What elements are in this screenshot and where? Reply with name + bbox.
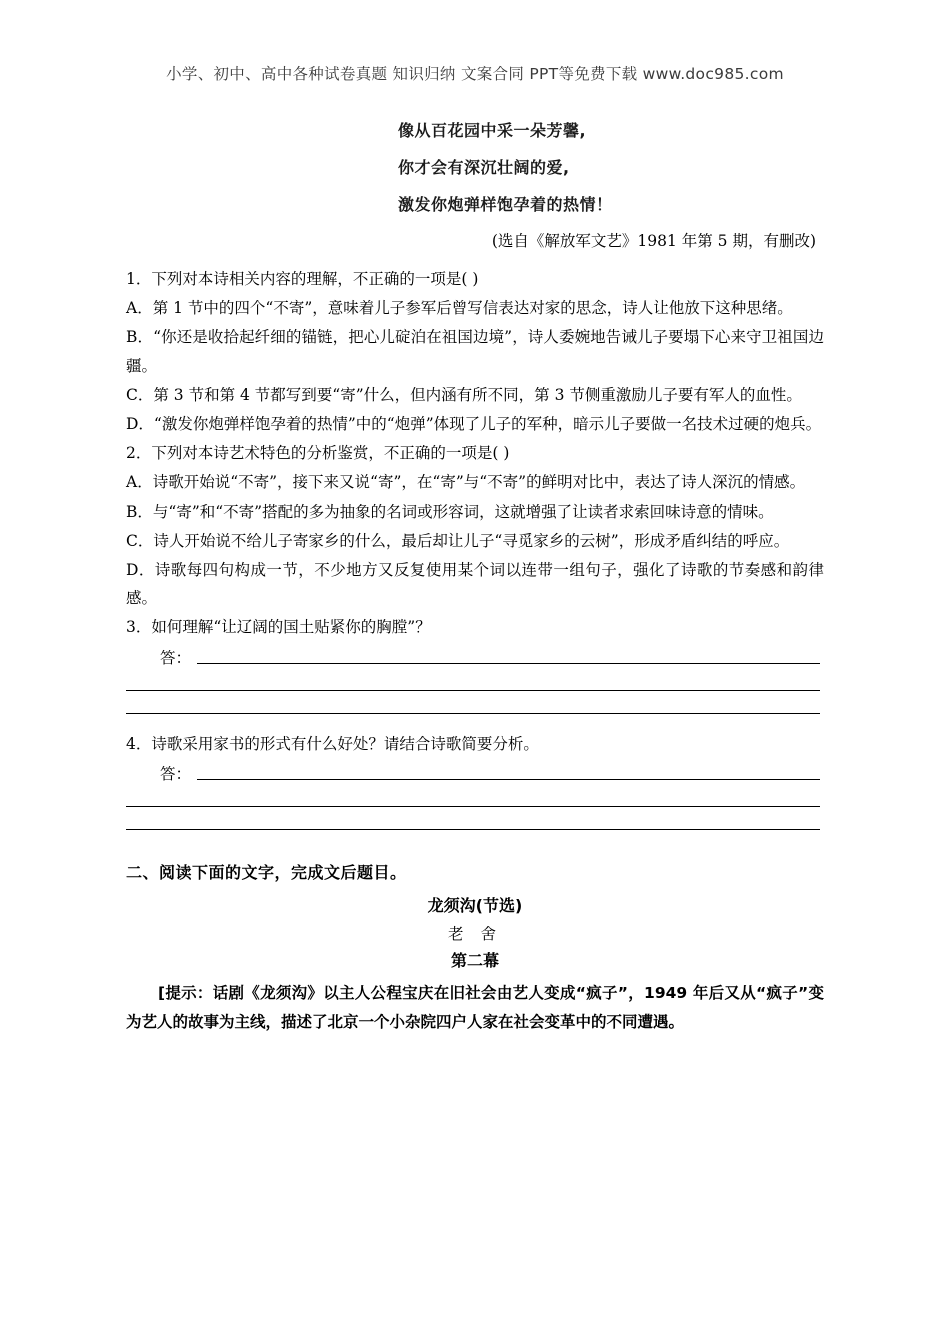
- poem-line-1: 像从百花园中采一朵芳馨,: [398, 121, 587, 140]
- question-2-option-c: C．诗人开始说不给儿子寄家乡的什么，最后却让儿子“寻觅家乡的云树”，形成矛盾纠结的呼应。: [126, 531, 790, 550]
- question-1-option-d: D．“激发你炮弹样饱孕着的热情”中的“炮弹”体现了儿子的军种，暗示儿子要做一名技术过硬的炮兵。: [126, 415, 822, 434]
- document-content: [126, 0, 824, 1036]
- play-author: 老 舍: [448, 924, 502, 943]
- poem-line-2: 你才会有深沉壮阔的爱,: [398, 158, 570, 177]
- question-4-blank-line-2[interactable]: [126, 829, 820, 830]
- question-1-option-a: A．第 1 节中的四个“不寄”，意味着儿子参军后曾写信表达对家的思念，诗人让他放下这种思绪。: [126, 299, 793, 318]
- question-3-stem: 3．如何理解“让辽阔的国土贴紧你的胸膛”？: [126, 618, 431, 637]
- question-4-answer-row: [126, 762, 824, 784]
- question-3-answer-label: 答：: [160, 648, 192, 667]
- question-3-blank-line-1[interactable]: [126, 690, 820, 691]
- question-4-blank-line-1[interactable]: [126, 806, 820, 807]
- poem-line-3: 激发你炮弹样饱孕着的热情！: [398, 195, 613, 214]
- answer-rule[interactable]: [197, 779, 820, 780]
- question-2-option-b: B．与“寄”和“不寄”搭配的多为抽象的名词或形容词，这就增强了让读者求索回味诗意的情味。: [126, 502, 774, 521]
- question-2-stem: 2．下列对本诗艺术特色的分析鉴赏，不正确的一项是( ): [126, 444, 510, 463]
- answer-rule[interactable]: [197, 663, 820, 664]
- play-tip: [提示：话剧《龙须沟》以主人公程宝庆在旧社会由艺人变成“疯子”，1949 年后又从“疯子”变为艺人的故事为主线，描述了北京一个小杂院四户人家在社会变革中的不同遭遇。: [126, 983, 824, 1031]
- question-1-option-c: C．第 3 节和第 4 节都写到要“寄”什么，但内涵有所不同，第 3 节侧重激励儿子要有军人的血性。: [126, 385, 802, 404]
- watermark-text: 小学、初中、高中各种试卷真题 知识归纳 文案合同 PPT等免费下载 www.doc985.com: [166, 65, 784, 83]
- question-3-answer-row: [126, 646, 824, 668]
- question-2-option-d: D．诗歌每四句构成一节，不少地方又反复使用某个词以连带一组句子，强化了诗歌的节奏感和韵律感。: [126, 561, 824, 608]
- question-3-blank-line-2[interactable]: [126, 713, 820, 714]
- section-heading: 二、阅读下面的文字，完成文后题目。: [126, 862, 407, 882]
- question-2-option-a: A．诗歌开始说“不寄”，接下来又说“寄”，在“寄”与“不寄”的鲜明对比中，表达了诗人深沉的情感。: [126, 473, 806, 492]
- question-1-option-b: B．“你还是收拾起纤细的锚链，把心儿碇泊在祖国边境”，诗人委婉地告诫儿子要塌下心来守卫祖国边疆。: [126, 328, 824, 375]
- play-title: 龙须沟(节选): [427, 895, 523, 915]
- question-4-stem: 4．诗歌采用家书的形式有什么好处？请结合诗歌简要分析。: [126, 734, 539, 753]
- poem-source: (选自《解放军文艺》1981 年第 5 期，有删改): [491, 232, 816, 250]
- question-4-answer-label: 答：: [160, 764, 192, 783]
- act-title: 第二幕: [450, 950, 499, 970]
- question-1-stem: 1．下列对本诗相关内容的理解，不正确的一项是( ): [126, 270, 479, 288]
